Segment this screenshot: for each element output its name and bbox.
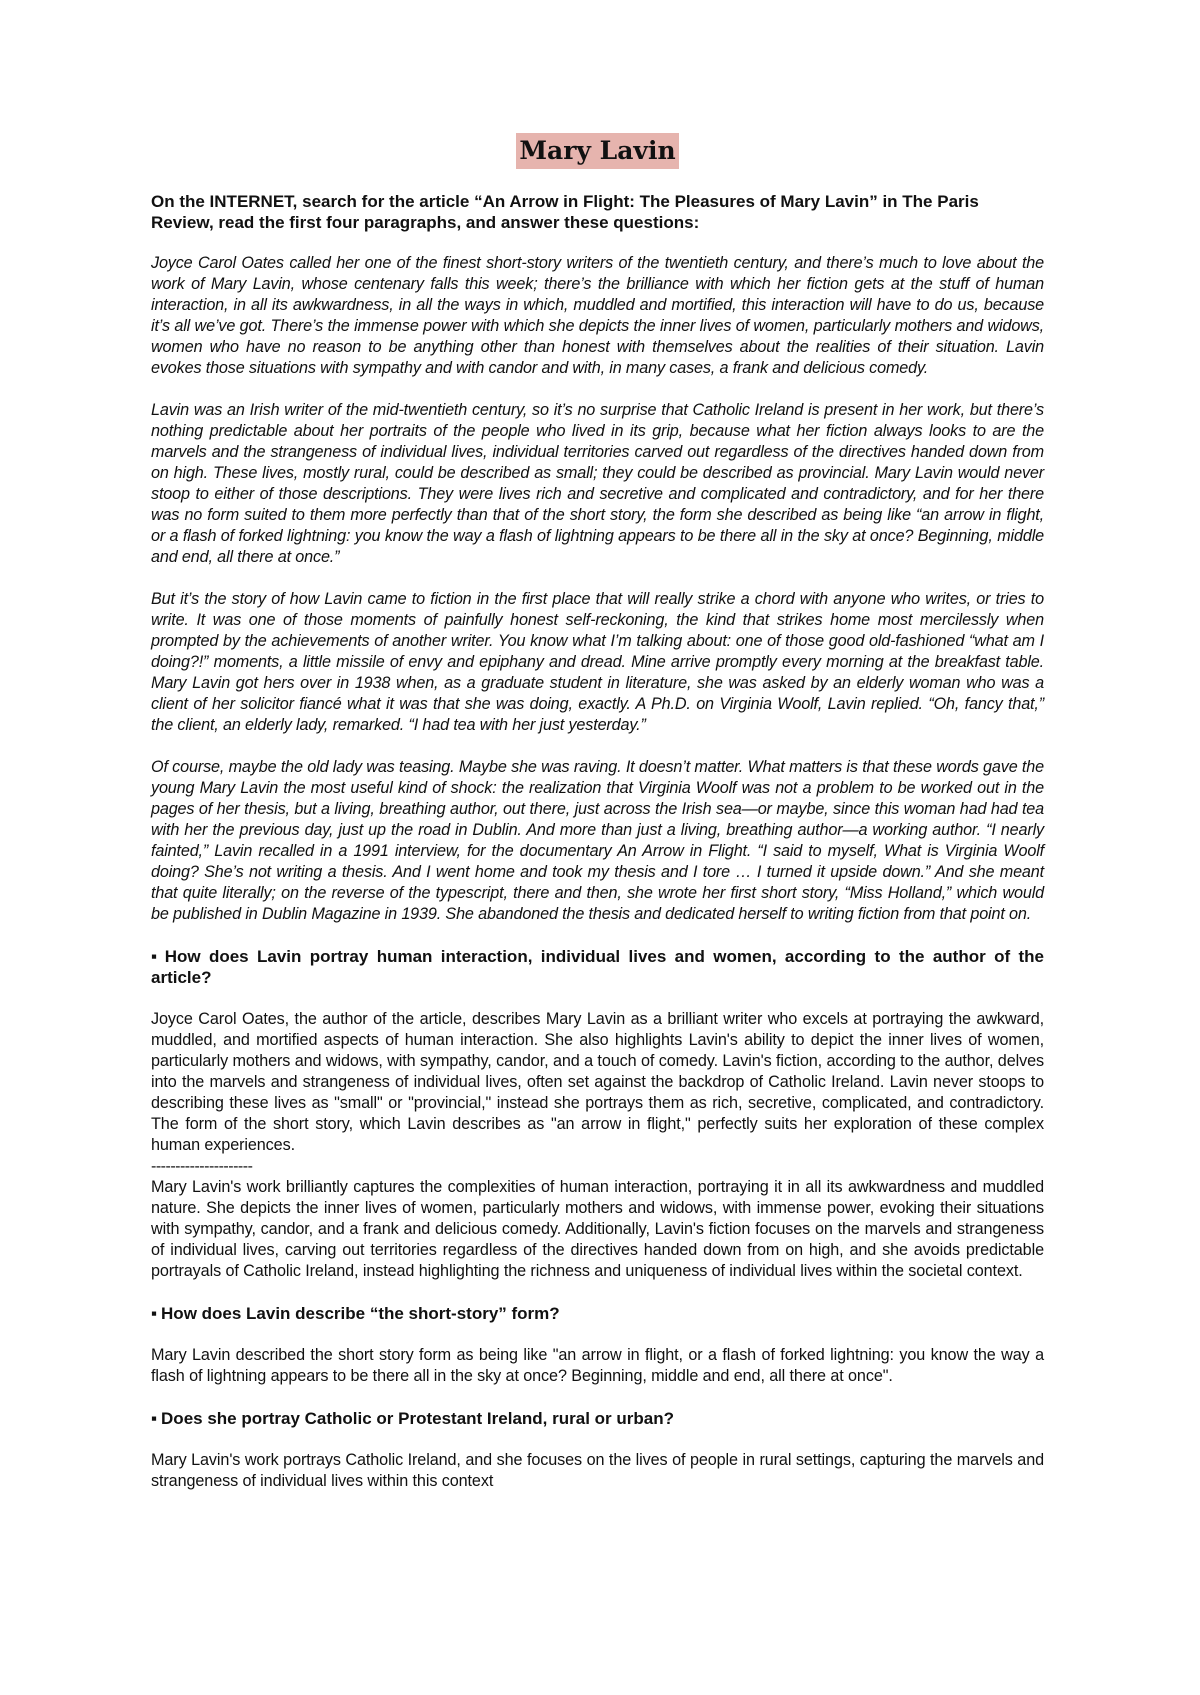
article-paragraph-3: But it’s the story of how Lavin came to fiction in the first place that will really strike a chord with anyone who writes, or tries to write. It was one of those moments of painfully honest self-reckoning, the kind that strikes home most mercilessly when prompted by the achievements of another writer. You know what I’m talking about: one of those good old-fashioned “what am I doing?!” moments, a little missile of envy and epiphany and dread. Mine arrive promptly every morning at the breakfast table. Mary Lavin got hers over in 1938 when, as a graduate student in literature, she was asked by an elderly woman who was a client of her solicitor fiancé what it was that she was doing, exactly. A Ph.D. on Virginia Woolf, Lavin replied. “Oh, fancy that,” the client, an elderly lady, remarked. “I had tea with her just yesterday.” <box>151 590 1044 734</box>
bullet-icon: ▪ <box>151 947 161 966</box>
article-paragraph-2: Lavin was an Irish writer of the mid-twentieth century, so it’s no surprise that Catholic Ireland is present in her work, but there’s nothing predictable about her portraits of the people who lived in its grip, because what her fiction always looks to are the marvels and the strangeness of individual lives, individual territories carved out regardless of the directives handed down from on high. These lives, mostly rural, could be described as small; they could be described as provincial. Mary Lavin would never stoop to either of those descriptions. They were lives rich and secretive and complicated and contradictory, and for her there was no form suited to them more perfectly than that of the short story, the form she described as being like “an arrow in flight, or a flash of forked lightning: you know the way a flash of lightning appears to be there all in the sky at once? Beginning, middle and end, all there at once.” <box>151 401 1044 566</box>
document-page <box>151 133 1044 1492</box>
document-title: Mary Lavin <box>516 133 678 169</box>
question-3 <box>151 1408 1044 1429</box>
question-3-text: Does she portray Catholic or Protestant Ireland, rural or urban? <box>161 1409 674 1428</box>
question-2-text: How does Lavin describe “the short-story” form? <box>161 1304 560 1323</box>
answer-1b: Mary Lavin's work brilliantly captures the complexities of human interaction, portraying it in all its awkwardness and muddled nature. She depicts the inner lives of women, particularly mothers and widows, with immense power, evoking their situations with sympathy, candor, and a frank and delicious comedy. Additionally, Lavin's fiction focuses on the marvels and strangeness of individual lives, carving out territories regardless of the directives handed down from on high, and she avoids predictable portrayals of Catholic Ireland, instead highlighting the richness and uniqueness of individual lives within the societal context. <box>151 1178 1044 1280</box>
bullet-icon: ▪ <box>151 1304 158 1323</box>
article-paragraph-1: Joyce Carol Oates called her one of the finest short-story writers of the twentieth century, and there’s much to love about the work of Mary Lavin, whose centenary falls this week; there’s the brilliance with which her fiction gets at the stuff of human interaction, in all its awkwardness, in all the ways in which, muddled and mortified, this interaction will have to do us, because it’s all we’ve got. There’s the immense power with which she depicts the inner lives of women, particularly mothers and widows, women who have no reason to be anything other than honest with themselves about the realities of their situation. Lavin evokes those situations with sympathy and with candor and with, in many cases, a frank and delicious comedy. <box>151 254 1044 377</box>
answer-2: Mary Lavin described the short story form as being like "an arrow in flight, or a flash of forked lightning: you know the way a flash of lightning appears to be there all in the sky at once? Beginning, middle and end, all there at once". <box>151 1346 1044 1385</box>
article-paragraph-4: Of course, maybe the old lady was teasing. Maybe she was raving. It doesn’t matter. What matters is that these words gave the young Mary Lavin the most useful kind of shock: the realization that Virginia Woolf was not a problem to be worked out in the pages of her thesis, but a living, breathing author, out there, just across the Irish sea—or maybe, since this woman had had tea with her the previous day, just up the road in Dublin. And more than just a living, breathing author—a working author. “I nearly fainted,” Lavin recalled in a 1991 interview, for the documentary An Arrow in Flight. “I said to myself, What is Virginia Woolf doing? She’s not writing a thesis. And I went home and took my thesis and I tore … I turned it upside down.” And she meant that quite literally; on the reverse of the typescript, there and then, she wrote her first short story, “Miss Holland,” which would be published in Dublin Magazine in 1939. She abandoned the thesis and dedicated herself to writing fiction from that point on. <box>151 758 1044 923</box>
answer-3: Mary Lavin's work portrays Catholic Ireland, and she focuses on the lives of people in rural settings, capturing the marvels and strangeness of individual lives within this context <box>151 1451 1044 1490</box>
answer-1a: Joyce Carol Oates, the author of the article, describes Mary Lavin as a brilliant writer who excels at portraying the awkward, muddled, and mortified aspects of human interaction. She also highlights Lavin's ability to depict the inner lives of women, particularly mothers and widows, with sympathy, candor, and a touch of comedy. Lavin's fiction, according to the author, delves into the marvels and strangeness of individual lives, often set against the backdrop of Catholic Ireland. Lavin never stoops to describing these lives as "small" or "provincial," instead she portrays them as rich, secretive, complicated, and contradictory. The form of the short story, which Lavin describes as "an arrow in flight," perfectly suits her exploration of these complex human experiences. <box>151 1010 1044 1154</box>
answer-separator: --------------------- <box>151 1158 253 1175</box>
question-2 <box>151 1303 1044 1324</box>
title-wrapper <box>151 133 1044 169</box>
question-1-text: How does Lavin portray human interaction, individual lives and women, according to the author of the article? <box>151 947 1044 987</box>
bullet-icon: ▪ <box>151 1409 158 1428</box>
question-1 <box>151 946 1044 988</box>
instructions: On the INTERNET, search for the article “An Arrow in Flight: The Pleasures of Mary Lavin” in The Paris Review, read the first four paragraphs, and answer these questions: <box>151 192 979 232</box>
